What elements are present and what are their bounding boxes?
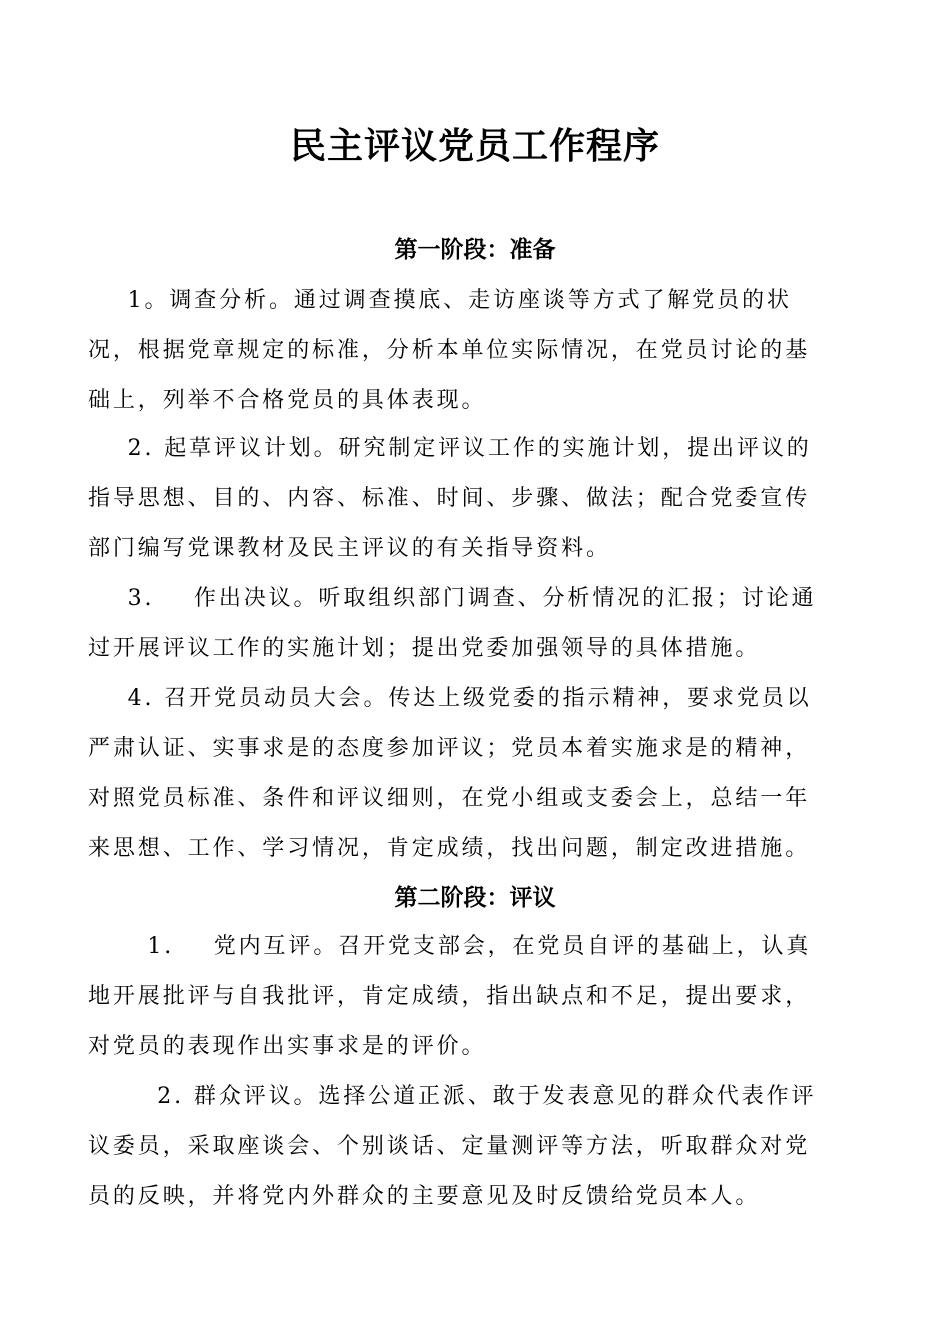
paragraph-resolution [88,574,836,674]
paragraph-line: 地开展批评与自我批评，肯定成绩，指出缺点和不足，提出要求， [88,984,811,1009]
paragraph-line: 4. 召开党员动员大会。传达上级党委的指示精神，要求党员以 [88,686,812,711]
paragraph-line: 础上，列举不合格党员的具体表现。 [88,388,487,413]
paragraph-investigation [88,276,836,426]
paragraph-line: 过开展评议工作的实施计划；提出党委加强领导的具体措施。 [88,636,761,661]
paragraph-line: 1. 党内互评。召开党支部会，在党员自评的基础上，认真 [88,934,812,959]
paragraph-draft-plan [88,424,836,574]
paragraph-line: 对照党员标准、条件和评议细则，在党小组或支委会上，总结一年 [88,786,811,811]
paragraph-mobilization [88,674,836,874]
paragraph-line: 对党员的表现作出实事求是的评价。 [88,1034,487,1059]
paragraph-line: 部门编写党课教材及民主评议的有关指导资料。 [88,536,611,561]
paragraph-line: 员的反映，并将党内外群众的主要意见及时反馈给党员本人。 [88,1184,761,1209]
document-title: 民主评议党员工作程序 [289,125,660,167]
paragraph-line: 2. 起草评议计划。研究制定评议工作的实施计划，提出评议的 [88,436,812,461]
section-heading-preparation: 第一阶段：准备 [394,237,556,263]
paragraph-line: 议委员，采取座谈会、个别谈话、定量测评等方法，听取群众对党 [88,1134,811,1159]
paragraph-line: 况，根据党章规定的标准，分析本单位实际情况，在党员讨论的基 [88,338,811,363]
paragraph-line: 1。调查分析。通过调查摸底、走访座谈等方式了解党员的状 [88,288,792,313]
paragraph-internal-evaluation [88,922,836,1072]
paragraph-line: 3. 作出决议。听取组织部门调查、分析情况的汇报；讨论通 [88,586,817,611]
section-heading-evaluation: 第二阶段：评议 [394,885,556,911]
paragraph-line: 来思想、工作、学习情况，肯定成绩，找出问题，制定改进措施。 [88,836,811,861]
paragraph-line: 2. 群众评议。选择公道正派、敢于发表意见的群众代表作评 [88,1084,817,1109]
paragraph-line: 严肃认证、实事求是的态度参加评议；党员本着实施求是的精神， [88,736,811,761]
paragraph-public-evaluation [88,1072,836,1222]
paragraph-line: 指导思想、目的、内容、标准、时间、步骤、做法；配合党委宣传 [88,486,811,511]
